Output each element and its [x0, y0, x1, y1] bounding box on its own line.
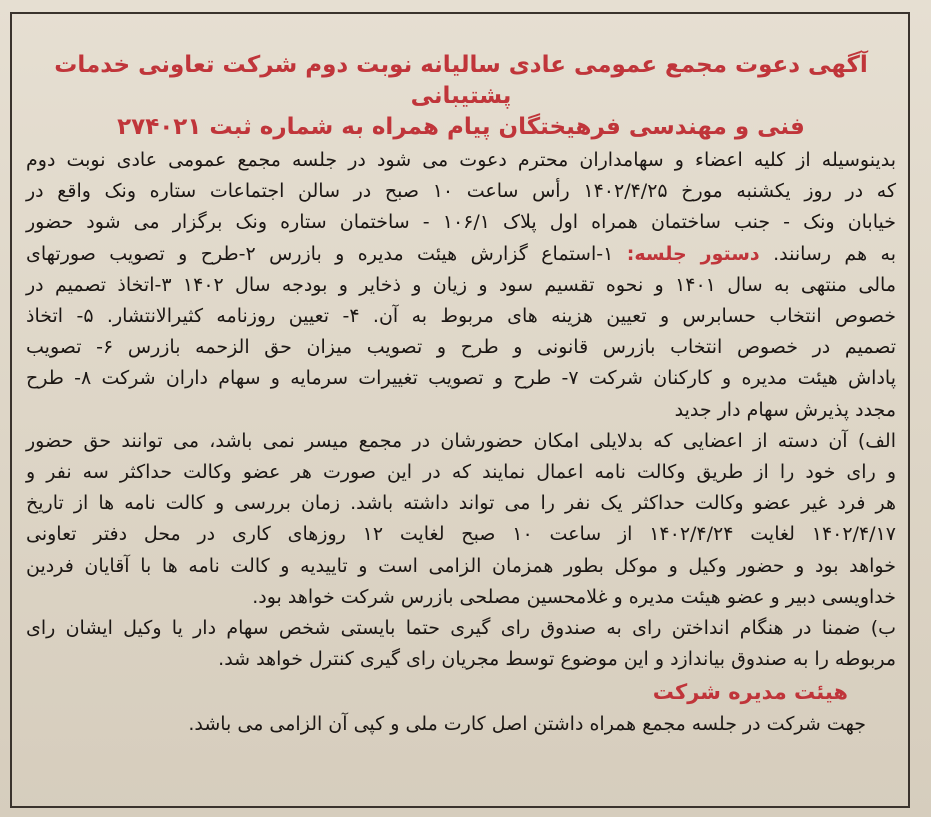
announcement-body	[26, 145, 896, 675]
footer-note: جهت شرکت در جلسه مجمع همراه داشتن اصل کارت ملی و کپی آن الزامی می باشد.	[188, 713, 866, 736]
board-signature: هیئت مدیره شرکت	[652, 680, 848, 705]
title-line-2: فنی و مهندسی فرهیختگان پیام همراه به شماره ثبت ۲۷۴۰۲۱	[117, 114, 805, 140]
clause-a-line: الف) آن دسته از اعضایی که بدلایلی امکان حضورشان در مجمع میسر نمی باشد، می توانند حق حضور	[26, 429, 896, 452]
title-line-1: آگهی دعوت مجمع عمومی عادی سالیانه نوبت دوم شرکت تعاونی خدمات پشتیبانی	[54, 52, 868, 109]
body-line: تصمیم در خصوص انتخاب بازرس قانونی و طرح و تصویب میزان حق الزحمه بازرس ۶- تصویب	[26, 336, 897, 359]
agenda-items-start: ۱-استماع گزارش هیئت مدیره و بازرس ۲-طرح و تصویب صورتهای	[26, 242, 614, 265]
body-line: مجدد پذیرش سهام دار جدید	[674, 398, 896, 421]
body-line: مربوطه را به صندوق بیاندازد و این موضوع توسط مجریان رای گیری کنترل خواهد شد.	[218, 648, 896, 671]
body-line: خواهد بود و حضور وکیل و موکل بطور همزمان الزامی است و تاییدیه و کالت نامه ها با آقایان فردین	[26, 554, 896, 577]
announcement-title	[26, 50, 896, 143]
body-line: که در روز یکشنبه مورخ ۱۴۰۲/۴/۲۵ رأس ساعت ۱۰ صبح در سالن اجتماعات ستاره ونک واقع در	[26, 180, 897, 203]
clause-b-line: ب) ضمنا در هنگام انداختن رای به صندوق رای گیری حتما بایستی شخص سهام دار یا وکیل ایشان رای	[26, 617, 896, 640]
body-line: خداویسی دبیر و عضو هیئت مدیره و غلامحسین مصلحی بازرس شرکت خواهد بود.	[252, 585, 896, 608]
agenda-label: دستور جلسه:	[626, 242, 760, 265]
body-line: خیابان ونک - جنب ساختمان همراه اول پلاک ۱۰۶/۱ - ساختمان ستاره ونک برگزار می شود حضور	[26, 211, 896, 234]
body-line: پاداش هیئت مدیره و کارکنان شرکت ۷- طرح و تصویب تغییرات سرمایه و سهام داران شرکت ۸- طرح	[26, 367, 896, 390]
body-line: و رای خود را از طریق وکالت نامه اعمال نمایند که در این صورت هر عضو وکالت حداکثر سه نفر و	[26, 461, 896, 484]
announcement-content	[26, 26, 896, 808]
body-line-segment: به هم رسانند.	[773, 242, 896, 265]
agenda-line	[26, 239, 896, 270]
body-line: بدینوسیله از کلیه اعضاء و سهامداران محترم دعوت می شود در جلسه مجمع عمومی عادی نوبت دوم	[26, 149, 896, 171]
body-line: مالی منتهی به سال ۱۴۰۱ و نحوه تقسیم سود و زیان و ذخایر و بودجه سال ۱۴۰۲ ۳-اتخاذ تصمیم در	[26, 273, 897, 296]
body-line: ۱۴۰۲/۴/۱۷ لغایت ۱۴۰۲/۴/۲۴ از ساعت ۱۰ صبح لغایت ۱۲ روزهای کاری در محل دفتر تعاونی	[26, 523, 896, 546]
body-line: هر فرد غیر عضو وکالت حداکثر یک نفر را می تواند داشته باشد. زمان بررسی و کالت نامه ها از تاریخ	[26, 492, 896, 515]
body-line: خصوص انتخاب حسابرس و تعیین هزینه های مربوط به آن. ۴- تعیین روزنامه کثیرالانتشار. ۵- اتخاذ	[26, 305, 897, 328]
